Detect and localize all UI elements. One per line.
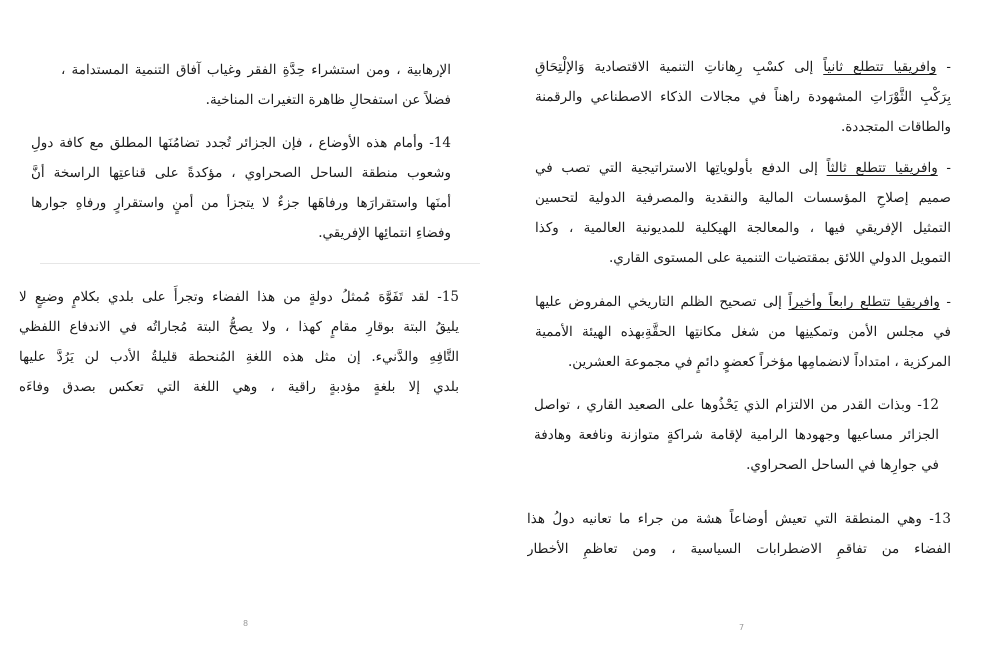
page-number: 7 xyxy=(739,623,745,632)
underlined-lead: وافريقيا تتطلع ثالثاً xyxy=(826,160,938,176)
text-line: المركزية ، امتداداً لانضمامِها مؤخراً كعضوٍ دائمٍ في مجموعة العشرين. xyxy=(567,354,951,370)
page-number: 8 xyxy=(243,619,249,628)
text-line: الإرهابية ، ومن استشراء حِدَّةِ الفقر وغياب آفاق التنمية المستدامة ، xyxy=(61,62,451,78)
left-top-paragraph xyxy=(61,55,451,115)
underlined-lead: وافريقيا تتطلع رابعاً وأخيراً xyxy=(788,294,940,310)
text-line: 13- وهي المنطقة التي تعيش أوضاعاً هشة من جراء ما تعانيه دولُ هذا xyxy=(527,511,951,527)
text-line: التَّافِهِ والدَّنيء. إن مثل هذه اللغةِ المُنحطة قليلةُ الأدب لن يَرُدَّ عليها xyxy=(19,349,459,365)
bullet-paragraph-3rd xyxy=(535,153,951,273)
text-line: بِرَكْبِ الثَّوْرَاتِ المشهودة راهناً في مجالات الذكاء الاصطناعي والرقمنة xyxy=(535,89,951,105)
text-line: في جوارِها في الساحل الصحراوي. xyxy=(746,457,939,473)
text-line: التمثيل الإفريقي فيها ، والمعالجة الهيكلية للمديونية العالمية ، وكذا xyxy=(535,220,951,236)
right-page xyxy=(500,0,999,661)
paragraph-12 xyxy=(534,390,939,480)
paragraph-15 xyxy=(19,282,459,402)
text-line: الفضاء من تفاقمِ الاضطرابات السياسية ، ومن تعاظمِ الأخطار xyxy=(527,541,951,557)
text-line: 12- وبذات القدر من الالتزام الذي يَحْذُوها على الصعيد القاري ، تواصل xyxy=(534,397,939,413)
text-line: يليقُ البتة بوقارِ مقامٍ كهذا ، ولا يصحُّ البتة مُجاراتُه في الاندفاع اللفظي xyxy=(19,319,459,335)
text-line: التمويل الدولي اللائق بمقتضيات التنمية على المستوى القاري. xyxy=(609,250,951,266)
underlined-lead: وافريقيا تتطلع ثانياً xyxy=(823,59,937,75)
section-divider xyxy=(40,263,480,264)
text-line: والطاقات المتجددة. xyxy=(840,119,951,135)
text-line: وشعوب منطقة الساحل الصحراوي ، مؤكدةً على قناعتِها الراسخة أنَّ xyxy=(31,165,451,181)
text-line: فضلاً عن استفحالِ ظاهرة التغيرات المناخية. xyxy=(205,92,451,108)
bullet-paragraph-2nd xyxy=(535,52,951,142)
text-line: - وافريقيا تتطلع ثانياً إلى كسْبِ رِهاناتِ التنمية الاقتصادية وَالإلْتِحَاقِ xyxy=(535,59,951,75)
text-line: 14- وأمام هذه الأوضاع ، فإن الجزائر تُجدد تضامُنَها المطلق مع كافة دولِ xyxy=(31,135,451,151)
text-line: أمنَها واستقرارَها ورفاهَها جزءٌ لا يتجزأ من أمنٍ واستقرارٍ ورفاهِ جوارها xyxy=(31,195,451,211)
left-page xyxy=(0,0,499,661)
text-line: الجزائر مساعيها وجهودها الرامية لإقامة شراكةٍ متوازنة ونافعة وهادفة xyxy=(534,427,939,443)
text-line: بلدي إلا بلغةٍ مؤدبةٍ راقية ، وهي اللغة التي تعكس بصدق وفاءَه xyxy=(19,379,459,395)
text-line: صميم إصلاحِ المؤسسات المالية والنقدية والمصرفية الدولية لتحسين xyxy=(535,190,951,206)
bullet-paragraph-4th xyxy=(535,287,951,377)
text-line: 15- لقد تَفَوَّهَ مُمثلُ دولةٍ من هذا الفضاء وتجرأَ على بلدي بكلامٍ وضيعٍ لا xyxy=(19,289,459,305)
text-line: وفضاءِ انتمائِها الإفريقي. xyxy=(318,225,451,241)
text-line: في مجلس الأمن وتمكينِها من شغل مكانتِها الحقَّةِبهذه الهيئة الأممية xyxy=(535,324,951,340)
text-line: - وافريقيا تتطلع رابعاً وأخيراً إلى تصحيح الظلم التاريخي المفروض عليها xyxy=(535,294,951,310)
text-line: - وافريقيا تتطلع ثالثاً إلى الدفع بأولوياتِها الاستراتيجية التي تصب في xyxy=(535,160,951,176)
paragraph-14 xyxy=(31,128,451,248)
paragraph-13 xyxy=(527,504,951,564)
